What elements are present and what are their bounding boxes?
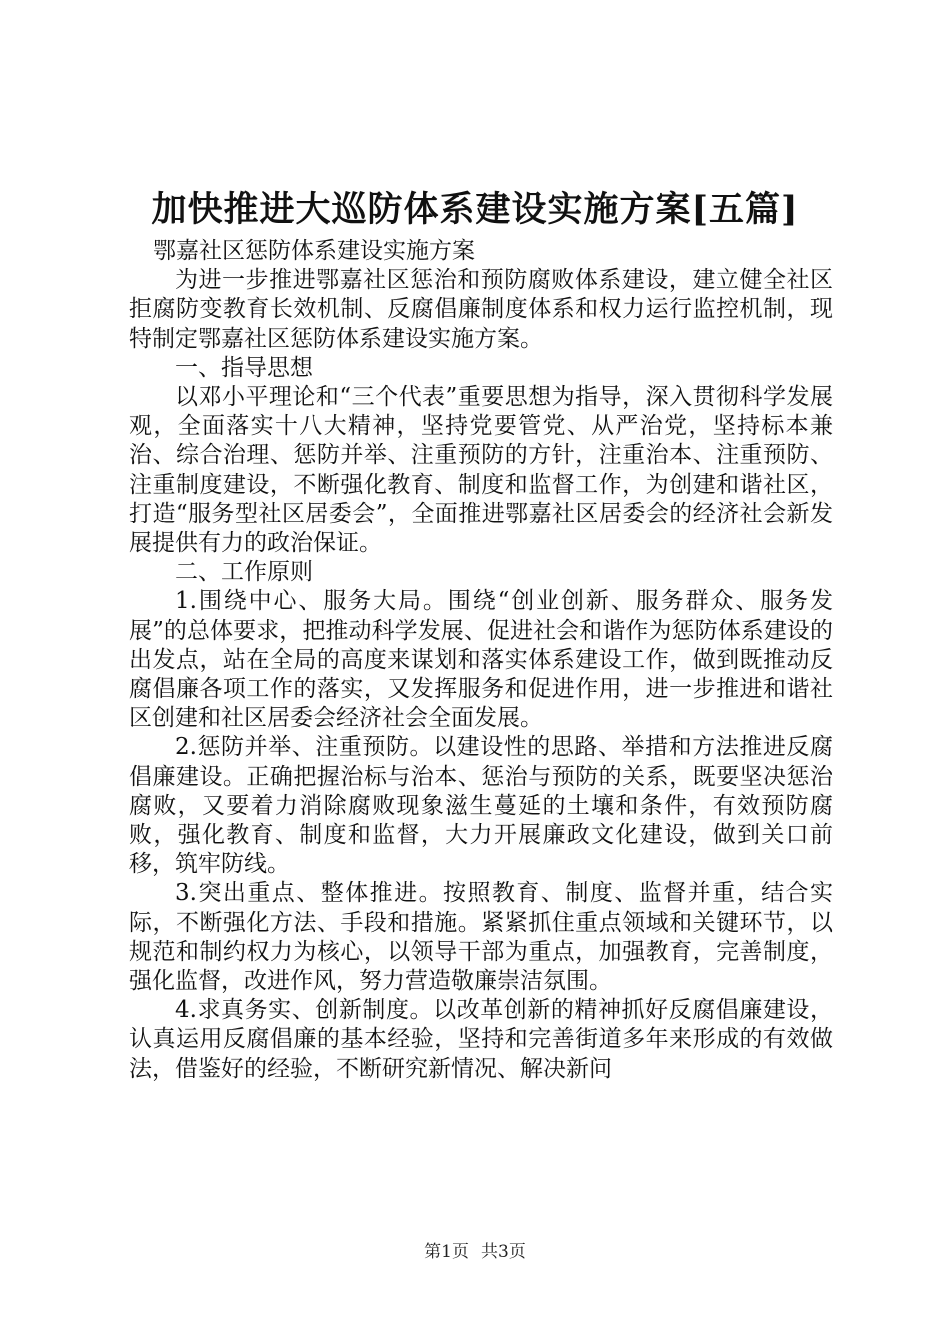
document-body bbox=[129, 237, 833, 1084]
document-subtitle: 鄂嘉社区惩防体系建设实施方案 bbox=[153, 238, 475, 264]
page-number: 第1页 bbox=[424, 1242, 469, 1262]
paragraph-principle-2: 2.惩防并举、注重预防。以建设性的思路、举措和方法推进反腐倡廉建设。正确把握治标与治本、惩治与预防的关系，既要坚决惩治腐败，又要着力消除腐败现象滋生蔓延的土壤和条件，有效预防腐败，强化教育、制度和监督，大力开展廉政文化建设，做到关口前移，筑牢防线。 bbox=[129, 734, 833, 878]
section-heading-work-principles: 二、工作原则 bbox=[175, 559, 313, 586]
page-footer bbox=[0, 1240, 950, 1264]
page-total: 共3页 bbox=[481, 1242, 526, 1262]
paragraph-principle-4: 4.求真务实、创新制度。以改革创新的精神抓好反腐倡廉建设，认真运用反腐倡廉的基本经验，坚持和完善街道多年来形成的有效做法，借鉴好的经验，不断研究新情况、解决新问 bbox=[129, 997, 833, 1082]
section-heading-guiding-thought: 一、指导思想 bbox=[175, 354, 313, 381]
paragraph-principle-1: 1.围绕中心、服务大局。围绕“创业创新、服务群众、服务发展”的总体要求，把推动科学发展、促进社会和谐作为惩防体系建设的出发点，站在全局的高度来谋划和落实体系建设工作，做到既推动反腐倡廉各项工作的落实，又发挥服务和促进作用，进一步推进和谐社区创建和社区居委会经济社会全面发展。 bbox=[129, 588, 833, 732]
paragraph-intro: 为进一步推进鄂嘉社区惩治和预防腐败体系建设，建立健全社区拒腐防变教育长效机制、反腐倡廉制度体系和权力运行监控机制，现特制定鄂嘉社区惩防体系建设实施方案。 bbox=[129, 267, 833, 352]
paragraph-guiding-thought: 以邓小平理论和“三个代表”重要思想为指导，深入贯彻科学发展观，全面落实十八大精神，坚持党要管党、从严治党，坚持标本兼治、综合治理、惩防并举、注重预防的方针，注重治本、注重预防、注重制度建设，不断强化教育、制度和监督工作，为创建和谐社区，打造“服务型社区居委会”，全面推进鄂嘉社区居委会的经济社会新发展提供有力的政治保证。 bbox=[129, 384, 833, 557]
paragraph-principle-3: 3.突出重点、整体推进。按照教育、制度、监督并重，结合实际，不断强化方法、手段和措施。紧紧抓住重点领域和关键环节，以规范和制约权力为核心，以领导干部为重点，加强教育，完善制度，强化监督，改进作风，努力营造敬廉崇洁氛围。 bbox=[129, 880, 833, 995]
document-title: 加快推进大巡防体系建设实施方案[五篇] bbox=[151, 189, 799, 230]
